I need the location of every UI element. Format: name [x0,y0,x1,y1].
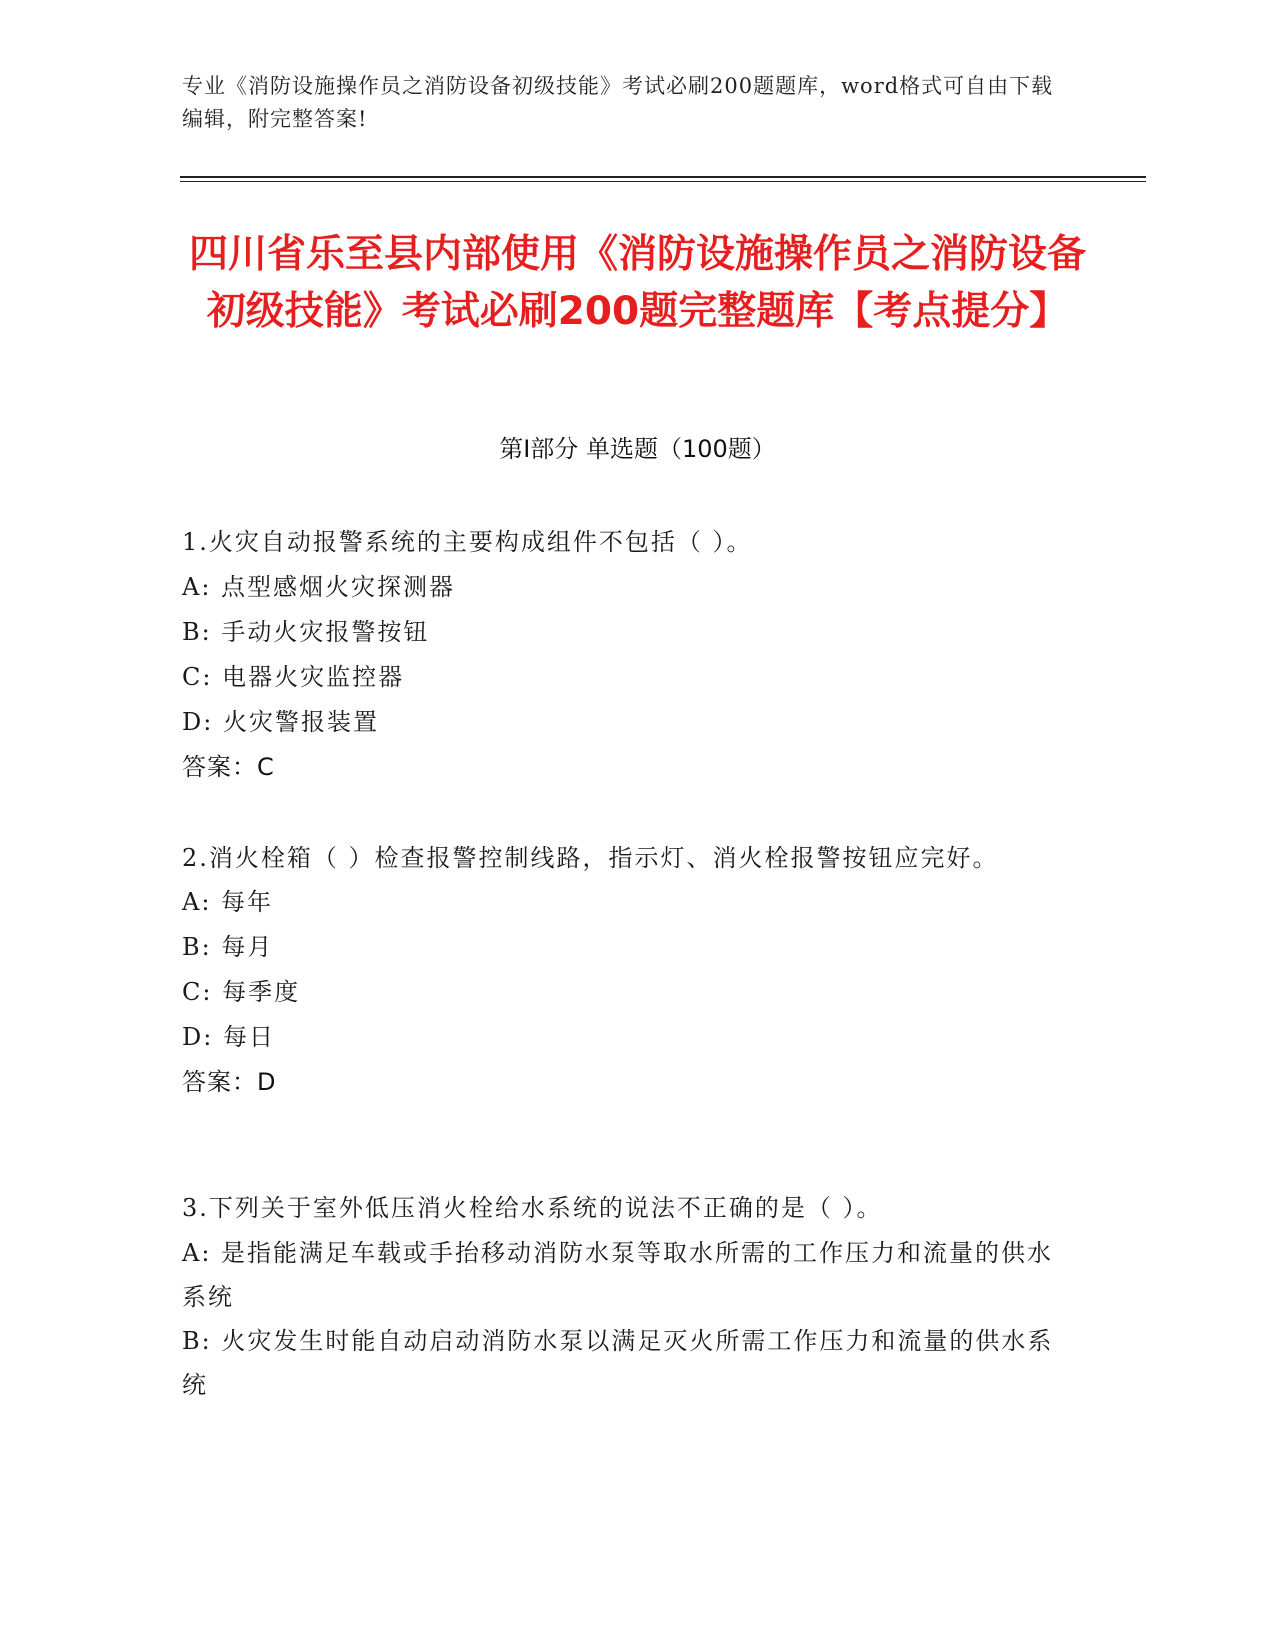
question-stem: 1.火灾自动报警系统的主要构成组件不包括（ ）。 [182,528,753,556]
option-a: A: 每年 [182,888,274,916]
option-d: D: 每日 [182,1023,275,1051]
option-b: B: 手动火灾报警按钮 [182,618,430,646]
option-a: A: 点型感烟火灾探测器 [182,573,456,601]
header-note: 专业《消防设施操作员之消防设备初级技能》考试必刷200题题库，word格式可自由下载编辑，附完整答案! [182,74,1054,131]
question-1 [182,520,1062,790]
option-b: B: 每月 [182,933,274,961]
document-title: 四川省乐至县内部使用《消防设施操作员之消防设备初级技能》考试必刷200题完整题库【考点提分】 [188,232,1086,334]
option-d: D: 火灾警报装置 [182,708,379,736]
header-divider-thick [180,176,1146,178]
question-2 [182,836,1062,1105]
option-b: B: 火灾发生时能自动启动消防水泵以满足灭火所需工作压力和流量的供水系统 [182,1327,1054,1399]
answer: 答案：C [182,753,275,781]
section-title: 第I部分 单选题（100题） [499,435,776,463]
question-3 [182,1186,1062,1407]
option-c: C: 电器火灾监控器 [182,663,405,691]
answer: 答案：D [182,1068,277,1096]
question-stem: 3.下列关于室外低压消火栓给水系统的说法不正确的是（ ）。 [182,1194,883,1222]
question-stem: 2.消火栓箱（ ）检查报警控制线路，指示灯、消火栓报警按钮应完好。 [182,844,999,872]
option-a: A: 是指能满足车载或手抬移动消防水泵等取水所需的工作压力和流量的供水系统 [182,1239,1054,1311]
header-divider-thin [180,181,1146,182]
option-c: C: 每季度 [182,978,301,1006]
